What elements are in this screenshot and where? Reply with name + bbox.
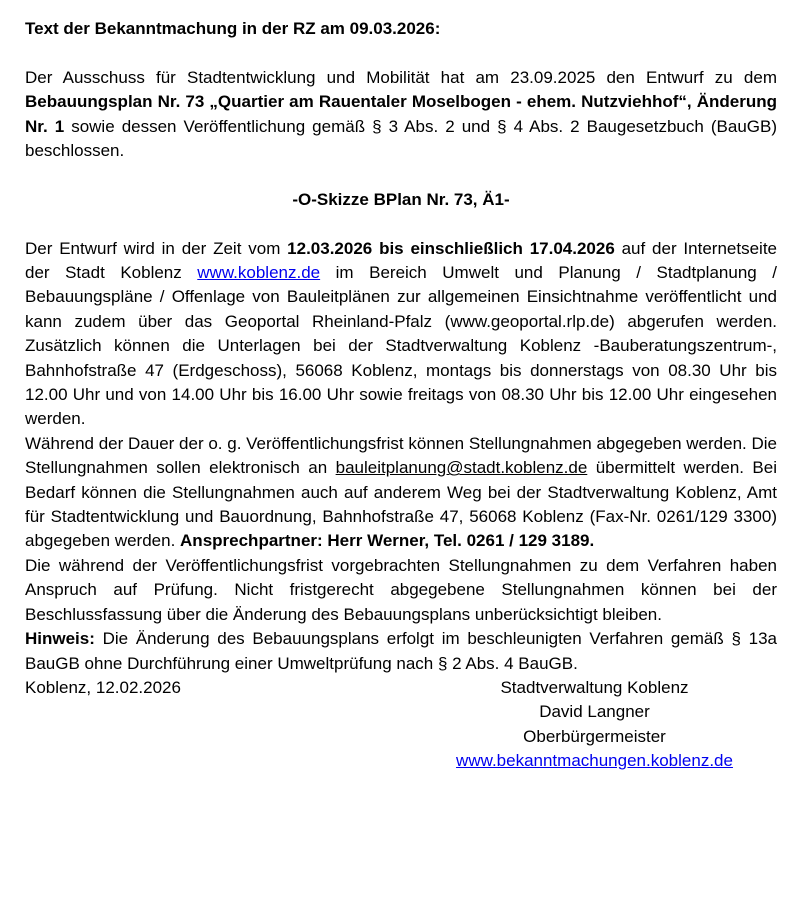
blank-line [25, 163, 777, 187]
resolution-outro-text: sowie dessen Veröffentlichung gemäß § 3 Abs. 2 und § 4 Abs. 2 Baugesetzbuch (BauGB) beschlossen. [25, 116, 778, 161]
blank-line [25, 212, 777, 236]
signature-organization: Stadtverwaltung Koblenz [500, 677, 689, 697]
plan-name-bold: Bebauungsplan Nr. 73 „Quartier am Rauentaler Moselbogen - ehem. Nutzviehhof“, Änderung Nr. 1 [25, 92, 777, 136]
statements-mid-text: übermittelt werden. Bei Bedarf können die Stellungnahmen auch auf anderem Weg bei der Stadtverwaltung Koblenz, Amt für Stadtentwicklung und Bauordnung, Bahnhofstraße 47, 56068 Koblenz (Fax-Nr. 0261/129 3300) abgegeben werden. [25, 458, 777, 551]
paragraph-resolution [25, 66, 777, 164]
signature-name: David Langner [539, 702, 650, 722]
publication-rest-text: im Bereich Umwelt und Planung / Stadtplanung / Bebauungspläne / Offenlage von Bauleitplänen zur allgemeinen Einsichtnahme veröffentlicht und kann zudem über das Geoportal Rheinland-Pfalz (www.geoportal.rlp.de) abgerufen werden. Zusätzlich können die Unterlagen bei der Stadtverwaltung Koblenz -Bauberatungszentrum-, Bahnhofstraße 47 (Erdgeschoss), 56068 Koblenz, montags bis donnerstags von 08.30 Uhr bis 12.00 Uhr und von 14.00 Uhr bis 16.00 Uhr sowie freitags von 08.30 Uhr bis 12.00 Uhr eingesehen werden. [25, 263, 777, 429]
publication-dates-bold: 12.03.2026 bis einschließlich 17.04.2026 [287, 238, 615, 258]
blank-line [25, 41, 777, 65]
paragraph-review: Die während der Veröffentlichungsfrist vorgebrachten Stellungnahmen zu dem Verfahren haben Anspruch auf Prüfung. Nicht fristgerecht abgegebene Stellungnahmen können bei der Beschlussfassung über die Änderung des Bebauungsplans unberücksichtigt bleiben. [25, 555, 777, 624]
signature-role: Oberbürgermeister [523, 726, 666, 746]
signature-block [412, 676, 777, 774]
resolution-intro-text: Der Ausschuss für Stadtentwicklung und Mobilität hat am 23.09.2025 den Entwurf zu dem [25, 67, 777, 87]
statements-intro-text: Während der Dauer der o. g. Veröffentlichungsfrist können Stellungnahmen abgegeben werden. Die Stellungnahmen sollen elektronisch an [25, 433, 777, 478]
sketch-heading: -O-Skizze BPlan Nr. 73, Ä1- [292, 189, 510, 209]
hinweis-label-bold: Hinweis: [25, 629, 95, 649]
document-title: Text der Bekanntmachung in der RZ am 09.03.2026: [25, 19, 441, 38]
publication-intro-text: Der Entwurf wird in der Zeit vom [25, 238, 288, 258]
footer-row [25, 676, 777, 774]
bauleitplanung-email-link[interactable]: bauleitplanung@stadt.koblenz.de [335, 458, 588, 478]
paragraph-publication [25, 237, 777, 432]
bekanntmachungen-link[interactable]: www.bekanntmachungen.koblenz.de [456, 751, 733, 771]
koblenz-website-link[interactable]: www.koblenz.de [197, 263, 321, 283]
publication-mid-text: auf der Internetseite der Stadt Koblenz [25, 238, 777, 283]
hinweis-text: Die Änderung des Bebauungsplans erfolgt im beschleunigten Verfahren gemäß § 13a BauGB ohne Durchführung einer Umweltprüfung nach § 2 Abs. 4 BauGB. [25, 629, 777, 673]
signature-link-line [412, 749, 777, 773]
contact-person-bold: Ansprechpartner: Herr Werner, Tel. 0261 / 129 3189. [180, 531, 595, 551]
paragraph-hinweis [25, 627, 777, 676]
place-date: Koblenz, 12.02.2026 [25, 677, 181, 697]
paragraph-statements [25, 432, 777, 554]
